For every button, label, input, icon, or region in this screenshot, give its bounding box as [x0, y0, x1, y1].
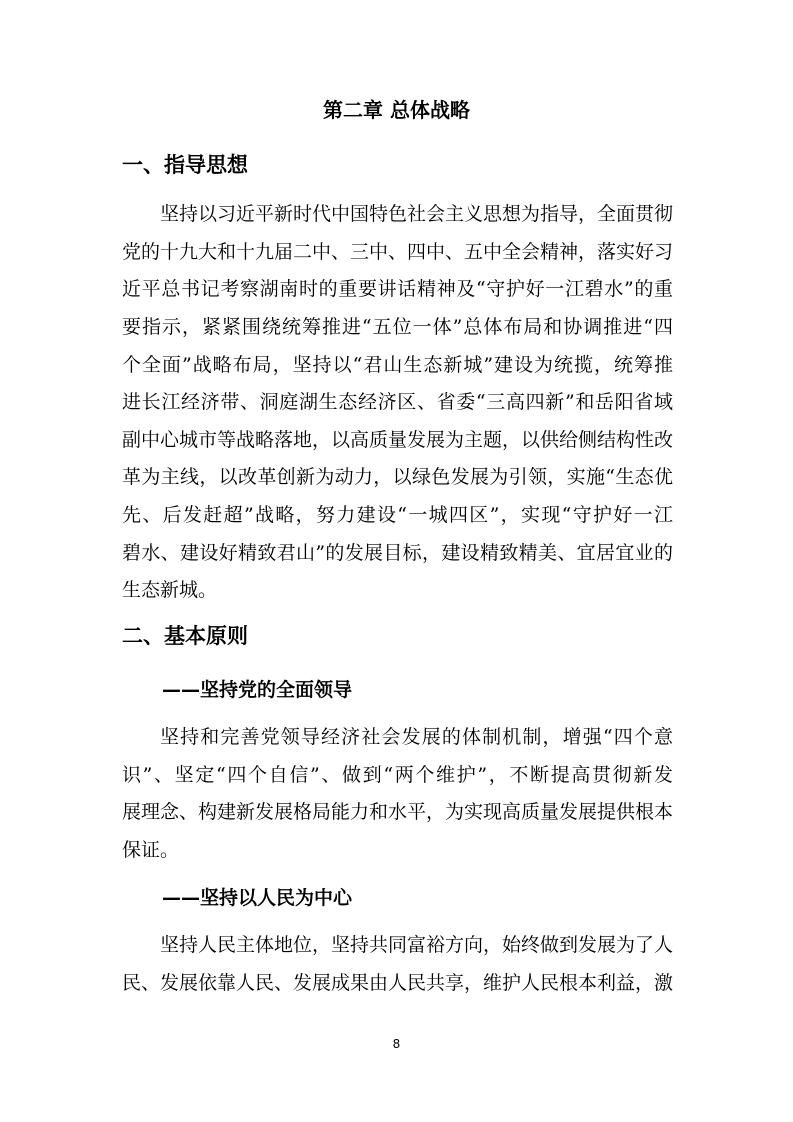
party-leadership-paragraph [122, 719, 673, 869]
paragraph-line: 副中心城市等战略落地，以高质量发展为主题，以供给侧结构性改 [122, 428, 674, 451]
paragraph-line: 坚持以习近平新时代中国特色社会主义思想为指导，全面贯彻 [160, 203, 674, 226]
paragraph-line: 坚持和完善党领导经济社会发展的体制机制，增强“四个意 [160, 726, 673, 749]
paragraph-line: 党的十九大和十九届二中、三中、四中、五中全会精神，落实好习 [122, 240, 674, 263]
paragraph-line: 进长江经济带、洞庭湖生态经济区、省委“三高四新”和岳阳省域 [122, 391, 673, 414]
paragraph-line: 个全面”战略布局，坚持以“君山生态新城”建设为统揽，统筹推 [122, 353, 673, 376]
paragraph-line: 坚持人民主体地位，坚持共同富裕方向，始终做到发展为了人 [160, 934, 674, 957]
paragraph-line: 识”、坚定“四个自信”、做到“两个维护”，不断提高贯彻新发 [122, 763, 673, 786]
paragraph-line: 革为主线，以改革创新为动力，以绿色发展为引领，实施“生态优 [122, 466, 673, 489]
paragraph-line: 民、发展依靠人民、发展成果由人民共享，维护人民根本利益，激 [122, 971, 674, 994]
paragraph-line: 近平总书记考察湖南时的重要讲话精神及“守护好一江碧水”的重 [122, 278, 673, 301]
paragraph-line: 碧水、建设好精致君山”的发展目标，建设精致精美、宜居宜业的 [122, 541, 673, 564]
paragraph-line: 要指示，紧紧围绕统筹推进“五位一体”总体布局和协调推进“四 [122, 315, 673, 338]
guiding-ideology-paragraph [122, 196, 673, 610]
paragraph-line: 先、后发赶超”战略，努力建设“一城四区”，实现“守护好一江 [122, 503, 673, 526]
paragraph-line: 生态新城。 [122, 579, 218, 602]
people-centered-paragraph [122, 927, 673, 1002]
principle-heading-party-leadership: ——坚持党的全面领导 [162, 679, 353, 701]
section-heading-guiding-ideology: 一、指导思想 [122, 153, 248, 177]
section-heading-basic-principles: 二、基本原则 [122, 624, 248, 648]
principle-heading-people-centered: ——坚持以人民为中心 [162, 887, 353, 909]
page-number: 8 [392, 1037, 401, 1051]
paragraph-line: 保证。 [122, 838, 180, 861]
paragraph-line: 展理念、构建新发展格局能力和水平，为实现高质量发展提供根本 [122, 801, 674, 824]
chapter-title: 第二章 总体战略 [323, 98, 470, 122]
